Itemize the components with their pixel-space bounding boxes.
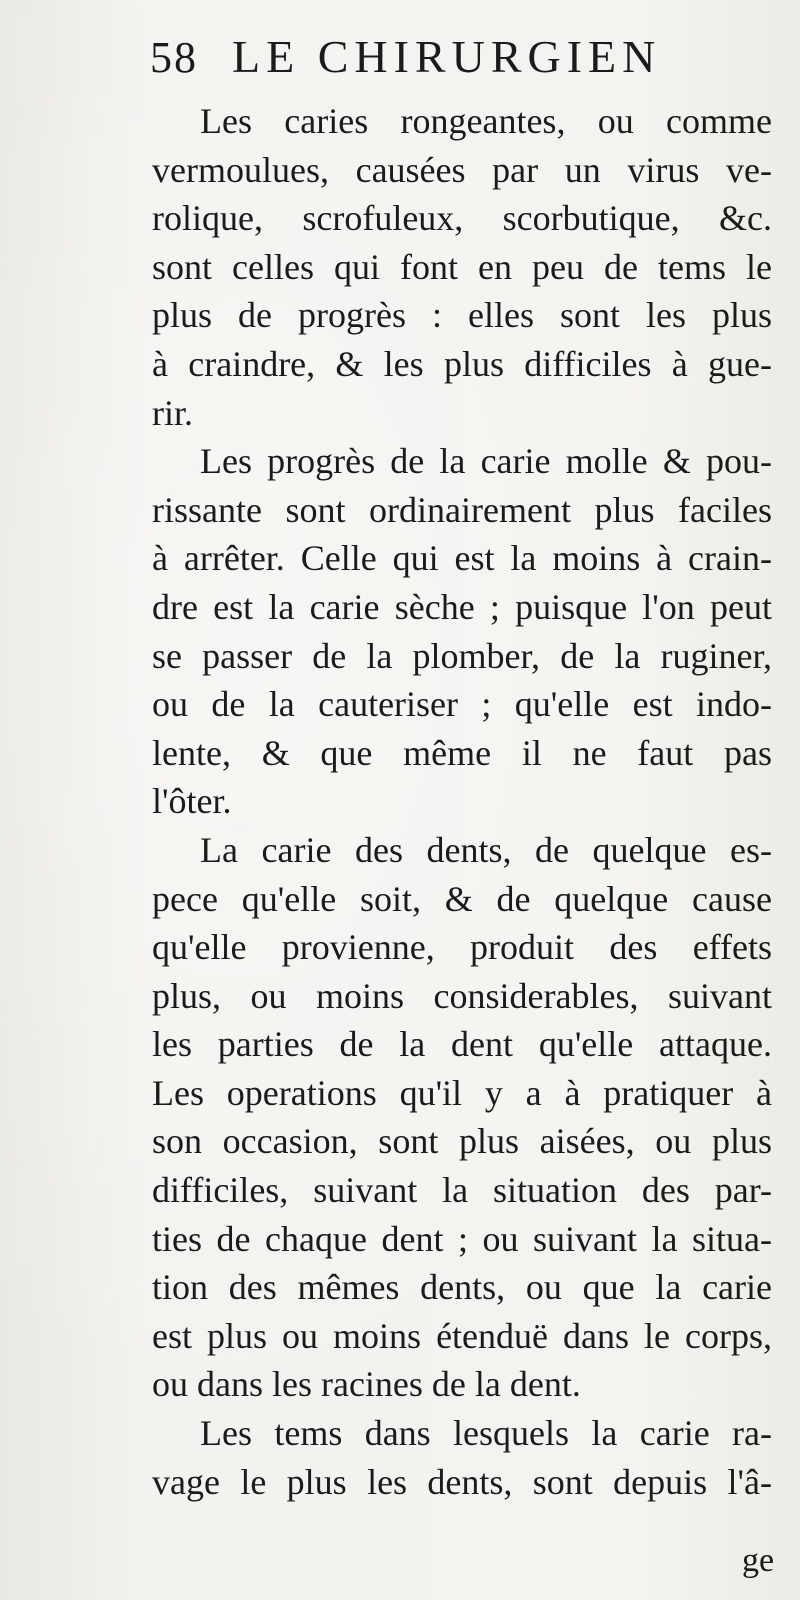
text-line: plus de progrès : elles sont les plus [152,295,772,336]
text-line: se passer de la plomber, de la ruginer, [152,635,772,676]
text-line: rolique, scrofuleux, scorbutique, &c. [152,198,772,239]
text-line: Les caries rongeantes, ou comme [200,101,772,141]
text-line: est plus ou moins étenduë dans le corps, [152,1315,772,1356]
text-line: ou de la cauteriser ; qu'elle est indo- [152,684,772,725]
text-line: tion des mêmes dents, ou que la carie [152,1267,772,1308]
text-line: rissante sont ordinairement plus faciles [152,489,772,530]
text-line: ties de chaque dent ; ou suivant la situa- [152,1218,772,1259]
text-line: dre est la carie sèche ; puisque l'on peut [152,586,772,627]
text-line: Les tems dans lesquels la carie ra- [200,1413,772,1454]
text-line: pece qu'elle soit, & de quelque cause [152,878,772,919]
text-line: sont celles qui font en peu de tems le [152,246,772,287]
text-line: lente, & que même il ne faut pas [152,732,772,773]
text-line: plus, ou moins considerables, suivant [152,975,772,1016]
text-line: son occasion, sont plus aisées, ou plus [152,1121,772,1162]
running-title: LE CHIRURGIEN [232,31,662,82]
text-line: l'ôter. [152,781,232,822]
text-line: ou dans les racines de la dent. [152,1364,581,1405]
text-line: difficiles, suivant la situation des par- [152,1170,772,1211]
text-line: les parties de la dent qu'elle attaque. [152,1024,772,1065]
text-line: vermoulues, causées par un virus ve- [152,149,772,190]
page-header [150,30,790,90]
text-line: qu'elle provienne, produit des effets [152,927,772,968]
page-number: 58 [150,33,198,82]
text-line: rir. [152,392,193,433]
body-text [152,97,772,1506]
text-line: à arrêter. Celle qui est la moins à crain- [152,538,772,579]
text-line: vage le plus les dents, sont depuis l'â- [152,1461,772,1502]
text-line: Les progrès de la carie molle & pou- [200,441,772,482]
text-line: à craindre, & les plus difficiles à gue- [152,343,772,384]
text-line: La carie des dents, de quelque es- [200,829,772,870]
catchword: ge [742,1542,775,1579]
text-line: Les operations qu'il y a à pratiquer à [152,1072,772,1113]
